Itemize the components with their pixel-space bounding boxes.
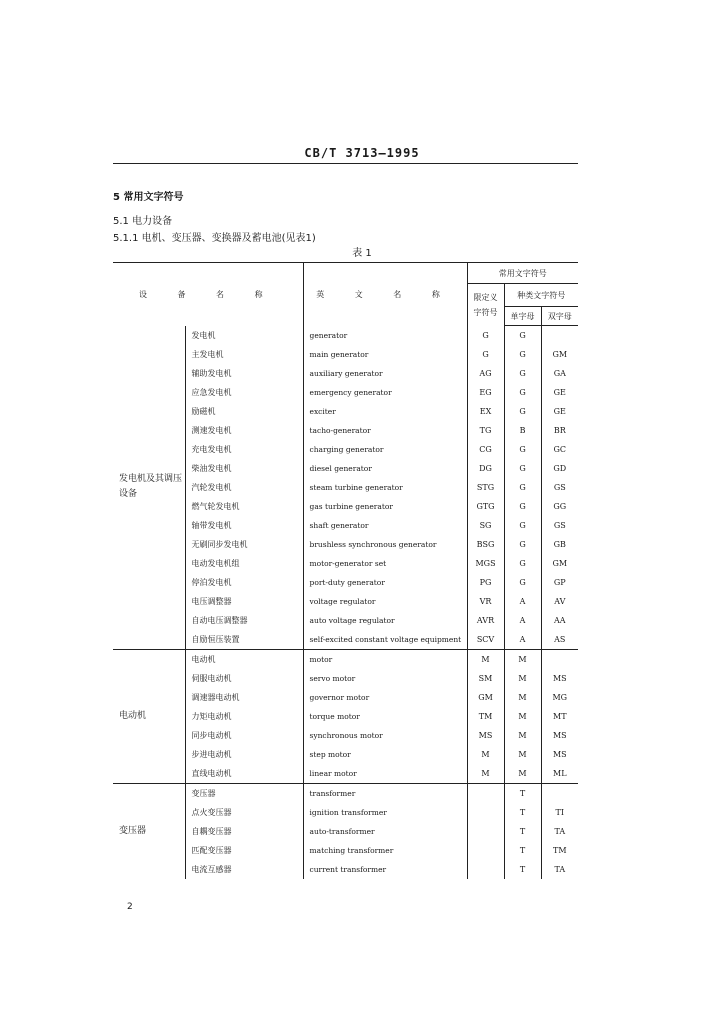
english-name-cell: port-duty generator [303,573,467,592]
restricted-symbol-cell: MS [467,726,504,745]
double-letter-cell: MS [552,674,567,683]
double-letter-cell [541,326,578,346]
single-letter-cell: M [504,745,541,764]
equipment-name-cell: 辅助发电机 [185,364,303,383]
double-letter-cell: GP [553,578,566,587]
equipment-name-cell: 应急发电机 [185,383,303,402]
double-letter-cell: AA [554,616,566,625]
single-letter-cell: T [504,784,541,804]
header-common-symbols: 常用文字符号 [467,263,578,284]
restricted-symbol-cell: BSG [467,535,504,554]
single-letter-cell: B [504,421,541,440]
single-letter-cell: M [504,669,541,688]
section-5-1-heading: 5.1 电力设备 [113,216,173,227]
table-row [113,650,578,670]
equipment-name-cell: 力矩电动机 [185,707,303,726]
double-letter-cell: GM [552,559,568,568]
equipment-name-cell: 直线电动机 [185,764,303,784]
double-letter-cell: MG [552,693,568,702]
single-letter-cell: M [504,707,541,726]
header-type-symbols: 种类文字符号 [504,284,578,307]
equipment-name-cell: 无刷同步发电机 [185,535,303,554]
equipment-name-cell: 柴油发电机 [185,459,303,478]
english-name-cell: motor-generator set [303,554,467,573]
restricted-symbol-cell [467,860,504,879]
restricted-symbol-cell: G [467,326,504,346]
english-name-cell: synchronous motor [303,726,467,745]
table-row [113,326,578,346]
double-letter-cell [541,784,578,804]
double-letter-cell: GD [553,464,567,473]
restricted-symbol-cell: MGS [467,554,504,573]
single-letter-cell: G [504,573,541,592]
restricted-symbol-cell [467,822,504,841]
restricted-symbol-cell: GTG [467,497,504,516]
double-letter-cell: ML [541,764,578,784]
single-letter-cell: G [504,554,541,573]
symbols-table [113,262,578,879]
restricted-symbol-cell [467,841,504,860]
single-letter-cell: G [504,440,541,459]
english-name-cell: auto voltage regulator [303,611,467,630]
single-letter-cell: G [504,345,541,364]
standard-code-header: CB/T 3713—1995 [304,146,420,160]
double-letter-cell: GC [553,445,567,454]
single-letter-cell: T [504,822,541,841]
restricted-symbol-cell: G [467,345,504,364]
equipment-name-cell: 燃气轮发电机 [185,497,303,516]
double-letter-cell: TM [553,846,567,855]
english-name-cell: self-excited constant voltage equipment [303,630,467,650]
header-rule [113,163,578,164]
double-letter-cell: AS [541,630,578,650]
restricted-symbol-cell: M [467,764,504,784]
english-name-cell: matching transformer [303,841,467,860]
category-cell: 变压器 [113,784,185,880]
single-letter-cell: G [504,497,541,516]
english-name-cell: auto-transformer [303,822,467,841]
english-name-cell: charging generator [303,440,467,459]
category-cell: 发电机及其调压设备 [113,326,185,650]
single-letter-cell: G [504,478,541,497]
english-name-cell: diesel generator [303,459,467,478]
english-name-cell: motor [303,650,467,670]
single-letter-cell: G [504,535,541,554]
equipment-name-cell: 自励恒压装置 [185,630,303,650]
english-name-cell: generator [303,326,467,346]
restricted-symbol-cell: M [467,650,504,670]
english-name-cell: ignition transformer [303,803,467,822]
page-number: 2 [127,902,133,912]
english-name-cell: steam turbine generator [303,478,467,497]
single-letter-cell: T [504,803,541,822]
equipment-name-cell: 变压器 [185,784,303,804]
double-letter-cell: AV [554,597,566,606]
double-letter-cell [541,650,578,670]
single-letter-cell: T [504,860,541,879]
double-letter-cell: GS [553,483,566,492]
single-letter-cell: M [504,764,541,784]
restricted-symbol-cell [467,784,504,804]
restricted-symbol-cell: CG [467,440,504,459]
double-letter-cell: TI [555,808,565,817]
double-letter-cell: TA [554,865,566,874]
single-letter-cell: A [504,611,541,630]
double-letter-cell: MS [552,731,567,740]
equipment-name-cell: 发电机 [185,326,303,346]
double-letter-cell: GM [552,350,568,359]
double-letter-cell: GE [553,388,566,397]
restricted-symbol-cell: AG [467,364,504,383]
single-letter-cell: M [504,650,541,670]
english-name-cell: gas turbine generator [303,497,467,516]
single-letter-cell: G [504,383,541,402]
english-name-cell: linear motor [303,764,467,784]
restricted-symbol-cell: EX [467,402,504,421]
restricted-symbol-cell: GM [467,688,504,707]
english-name-cell: step motor [303,745,467,764]
restricted-symbol-cell [467,803,504,822]
equipment-name-cell: 电动发电机组 [185,554,303,573]
equipment-name-cell: 停泊发电机 [185,573,303,592]
single-letter-cell: M [504,726,541,745]
header-equipment-name: 设 备 名 称 [113,263,303,326]
english-name-cell: emergency generator [303,383,467,402]
header-double-letter: 双字母 [541,307,578,326]
equipment-name-cell: 汽轮发电机 [185,478,303,497]
equipment-name-cell: 自动电压调整器 [185,611,303,630]
header-restricted-line1: 限定义 [473,292,498,302]
double-letter-cell: MT [553,712,567,721]
single-letter-cell: M [504,688,541,707]
equipment-name-cell: 匹配变压器 [185,841,303,860]
restricted-symbol-cell: EG [467,383,504,402]
equipment-name-cell: 电动机 [185,650,303,670]
restricted-symbol-cell: TM [467,707,504,726]
english-name-cell: exciter [303,402,467,421]
double-letter-cell: GA [553,369,566,378]
equipment-name-cell: 点火变压器 [185,803,303,822]
english-name-cell: shaft generator [303,516,467,535]
english-name-cell: transformer [303,784,467,804]
single-letter-cell: G [504,459,541,478]
single-letter-cell: A [504,592,541,611]
english-name-cell: governor motor [303,688,467,707]
english-name-cell: tacho-generator [303,421,467,440]
restricted-symbol-cell: SCV [467,630,504,650]
equipment-name-cell: 主发电机 [185,345,303,364]
equipment-name-cell: 轴带发电机 [185,516,303,535]
english-name-cell: torque motor [303,707,467,726]
english-name-cell: main generator [303,345,467,364]
equipment-name-cell: 电压调整器 [185,592,303,611]
equipment-name-cell: 励磁机 [185,402,303,421]
header-single-letter: 单字母 [504,307,541,326]
double-letter-cell: MS [552,750,567,759]
equipment-name-cell: 伺服电动机 [185,669,303,688]
single-letter-cell: G [504,402,541,421]
table-title: 表 1 [352,248,372,259]
restricted-symbol-cell: SG [467,516,504,535]
header-restricted-symbol [467,284,504,326]
equipment-name-cell: 调速器电动机 [185,688,303,707]
single-letter-cell: G [504,326,541,346]
english-name-cell: current transformer [303,860,467,879]
equipment-name-cell: 步进电动机 [185,745,303,764]
category-cell: 电动机 [113,650,185,784]
equipment-name-cell: 自耦变压器 [185,822,303,841]
english-name-cell: auxiliary generator [303,364,467,383]
double-letter-cell: TA [554,827,566,836]
single-letter-cell: A [504,630,541,650]
english-name-cell: voltage regulator [303,592,467,611]
english-name-cell: brushless synchronous generator [303,535,467,554]
equipment-name-cell: 同步电动机 [185,726,303,745]
table-row [113,784,578,804]
equipment-name-cell: 电流互感器 [185,860,303,879]
double-letter-cell: BR [553,426,566,435]
double-letter-cell: GG [553,502,567,511]
restricted-symbol-cell: STG [467,478,504,497]
single-letter-cell: T [504,841,541,860]
header-english-name: 英 文 名 称 [303,263,467,326]
restricted-symbol-cell: VR [467,592,504,611]
restricted-symbol-cell: DG [467,459,504,478]
english-name-cell: servo motor [303,669,467,688]
restricted-symbol-cell: SM [467,669,504,688]
section-5-1-1-heading: 5.1.1 电机、变压器、变换器及蓄电池(见表1) [113,233,316,244]
single-letter-cell: G [504,364,541,383]
double-letter-cell: GS [553,521,566,530]
restricted-symbol-cell: TG [467,421,504,440]
equipment-name-cell: 充电发电机 [185,440,303,459]
double-letter-cell: GB [553,540,566,549]
header-restricted-line2: 字符号 [473,307,498,317]
restricted-symbol-cell: M [467,745,504,764]
section-5-heading: 5 常用文字符号 [113,192,184,203]
equipment-name-cell: 测速发电机 [185,421,303,440]
restricted-symbol-cell: PG [467,573,504,592]
double-letter-cell: GE [553,407,566,416]
single-letter-cell: G [504,516,541,535]
restricted-symbol-cell: AVR [467,611,504,630]
